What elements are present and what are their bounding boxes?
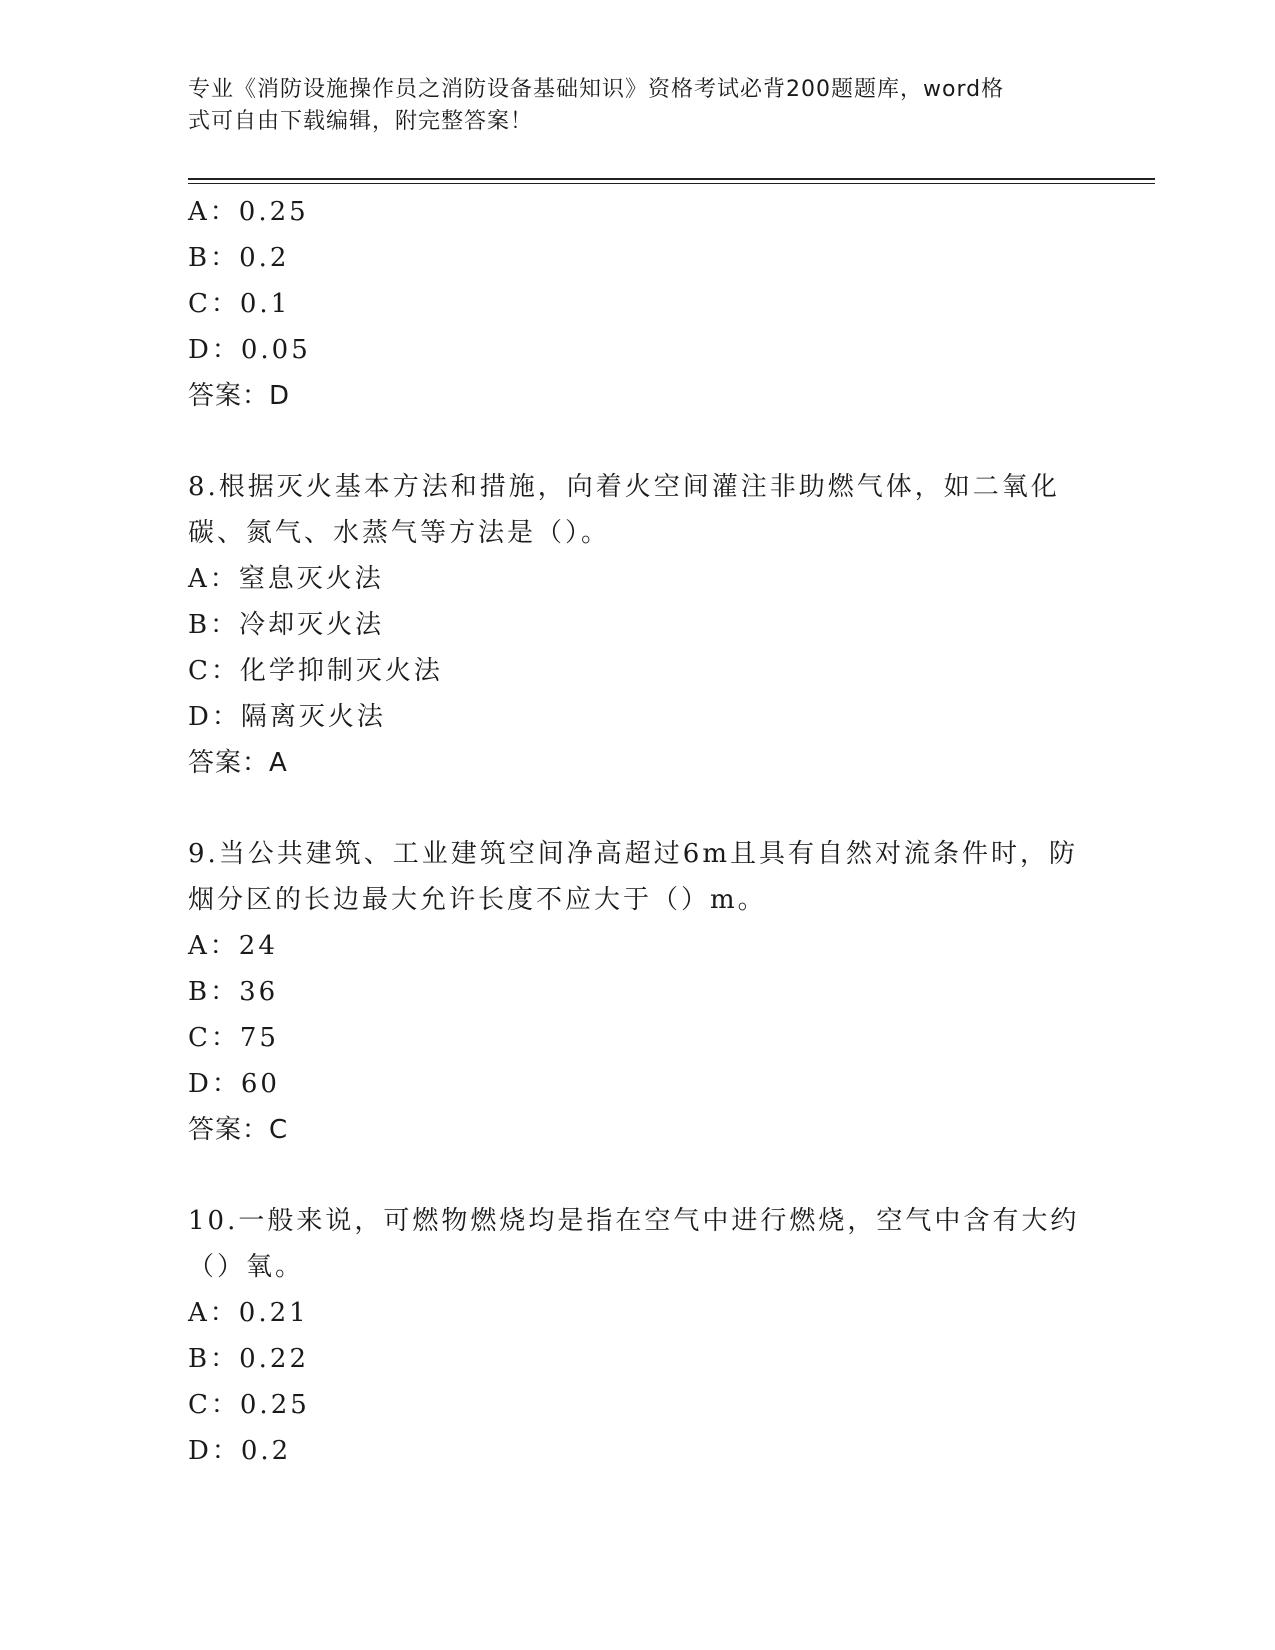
- question-list: [188, 189, 1088, 1474]
- option-a: A：24: [188, 931, 278, 961]
- document-header: [188, 74, 1068, 138]
- option-d: D：0.05: [188, 335, 311, 365]
- option-d: D：60: [188, 1069, 280, 1099]
- question-block-9: [188, 831, 1088, 1153]
- question-block-10: [188, 1198, 1088, 1474]
- question-block-8: [188, 464, 1088, 786]
- option-b: B：36: [188, 977, 279, 1007]
- option-d: D：0.2: [188, 1436, 292, 1466]
- question-block-7: [188, 189, 1088, 419]
- spacer: [188, 786, 1088, 831]
- question-text-line-1: 10.一般来说，可燃物燃烧均是指在空气中进行燃烧，空气中含有大约: [188, 1206, 1080, 1236]
- header-divider-thin: [188, 183, 1155, 184]
- option-b: B：0.2: [188, 243, 290, 273]
- option-b: B：0.22: [188, 1344, 309, 1374]
- spacer: [188, 1153, 1088, 1198]
- option-b: B：冷却灭火法: [188, 610, 385, 640]
- header-line-2: 式可自由下载编辑，附完整答案！: [188, 109, 534, 134]
- answer-line: 答案：D: [188, 381, 291, 411]
- option-c: C：0.1: [188, 289, 291, 319]
- option-c: C：化学抑制灭火法: [188, 656, 443, 686]
- header-line-1: 专业《消防设施操作员之消防设备基础知识》资格考试必背200题题库，word格: [188, 77, 1005, 102]
- option-c: C：75: [188, 1023, 279, 1053]
- option-a: A：0.25: [188, 197, 309, 227]
- question-text-line-1: 9.当公共建筑、工业建筑空间净高超过6m且具有自然对流条件时，防: [188, 839, 1079, 869]
- question-text-line-2: （）氧。: [188, 1252, 305, 1282]
- answer-line: 答案：C: [188, 1115, 289, 1145]
- answer-line: 答案：A: [188, 748, 288, 778]
- option-d: D：隔离灭火法: [188, 702, 386, 732]
- option-c: C：0.25: [188, 1390, 310, 1420]
- question-text-line-1: 8.根据灭火基本方法和措施，向着火空间灌注非助燃气体，如二氧化: [188, 472, 1060, 502]
- question-text-line-2: 碳、氮气、水蒸气等方法是（）。: [188, 518, 611, 548]
- spacer: [188, 419, 1088, 464]
- header-divider-thick: [188, 178, 1155, 180]
- option-a: A：窒息灭火法: [188, 564, 384, 594]
- option-a: A：0.21: [188, 1298, 309, 1328]
- question-text-line-2: 烟分区的长边最大允许长度不应大于（）m。: [188, 885, 767, 915]
